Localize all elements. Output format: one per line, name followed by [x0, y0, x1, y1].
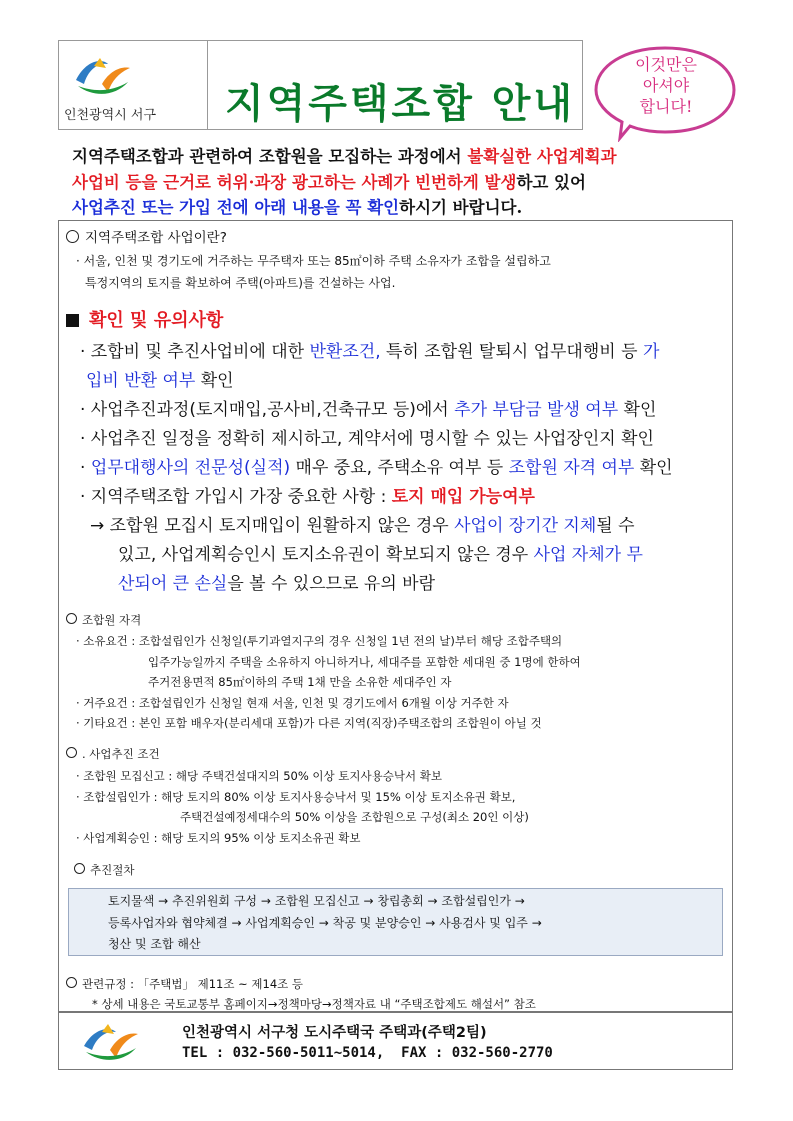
- procedure-line: 토지물색 → 추진위원회 구성 → 조합원 모집신고 → 창립총회 → 조합설립인가 →: [108, 894, 525, 908]
- qual-item: 입주가능일까지 주택을 소유하지 아니하거나, 세대주를 포함한 세대원 중 1명에 한하여: [148, 654, 581, 669]
- check-item: 확인: [634, 458, 673, 478]
- section-heading: 추진절차: [90, 863, 135, 877]
- check-item: · 조합비 및 추진사업비에 대한: [80, 342, 310, 362]
- square-bullet-icon: [66, 314, 79, 327]
- law-text: 관련규정 : 「주택법」 제11조 ~ 제14조 등: [82, 977, 304, 991]
- check-item: → 조합원 모집시 토지매입이 원활하지 않은 경우: [90, 516, 455, 536]
- highlight: 토지 매입 가능여부: [391, 487, 535, 507]
- check-item: 확인: [618, 400, 657, 420]
- cond-item: · 조합원 모집신고 : 해당 주택건설대지의 50% 이상 토지사용승낙서 확보: [76, 769, 442, 783]
- highlight: 입비 반환 여부: [86, 371, 196, 391]
- intro-highlight: 불확실한 사업계획과: [467, 147, 617, 166]
- cond-item: 주택건설예정세대수의 50% 이상을 조합원으로 구성(최소 20인 이상): [180, 810, 529, 824]
- cond-list: [76, 766, 529, 848]
- bubble-text: [612, 54, 720, 117]
- intro-text: [72, 144, 732, 221]
- intro-text: 하시기 바랍니다.: [399, 198, 523, 217]
- qual-item: · 거주요건 : 조합설립인가 신청일 현재 서울, 인천 및 경기도에서 6개월 이상 거주한 자: [76, 695, 509, 710]
- page-title: 지역주택조합 안내: [225, 80, 576, 127]
- highlight: 업무대행사의 전문성(실적): [90, 458, 291, 478]
- check-item: · 사업추진과정(토지매입,공사비,건축규모 등)에서: [80, 400, 455, 420]
- circle-bullet-icon: [66, 230, 79, 243]
- procedure-line: 등록사업자와 협약체결 → 사업계획승인 → 착공 및 분양승인 → 사용검사 및 입주 →: [108, 915, 542, 930]
- check-item: 될 수: [596, 516, 635, 536]
- intro-text: 하고 있어: [516, 172, 586, 192]
- check-item: · 사업추진 일정을 정확히 제시하고, 계약서에 명시할 수 있는 사업장인지 확인: [80, 429, 654, 449]
- circle-bullet-icon: [74, 863, 85, 874]
- bubble-line-2: 아셔야: [642, 76, 690, 95]
- qual-heading: [66, 612, 141, 628]
- procedure-line: 청산 및 조합 해산: [108, 937, 201, 951]
- check-heading: [66, 306, 223, 332]
- circle-bullet-icon: [66, 977, 77, 988]
- highlight: 가: [642, 342, 660, 362]
- check-item: 매우 중요, 주택소유 여부 등: [290, 458, 509, 478]
- section-heading: 지역주택조합 사업이란?: [85, 230, 227, 246]
- description-line: · 서울, 인천 및 경기도에 거주하는 무주택자 또는 85㎡이하 주택 소유자가 조합을 설립하고: [76, 254, 551, 268]
- check-item: · 지역주택조합 가입시 가장 중요한 사항 :: [80, 487, 392, 507]
- section-heading: 조합원 자격: [82, 613, 142, 627]
- qual-item: · 기타요건 : 본인 포함 배우자(분리세대 포함)가 다른 지역(직장)주택조합의 조합원이 아닐 것: [76, 716, 542, 730]
- highlight: 사업 자체가 무: [533, 545, 643, 565]
- check-item: 을 볼 수 있으므로 유의 바람: [227, 574, 436, 594]
- circle-bullet-icon: [66, 613, 77, 624]
- check-item: 있고, 사업계획승인시 토지소유권이 확보되지 않은 경우: [118, 545, 534, 565]
- proc-heading: [74, 862, 134, 878]
- circle-bullet-icon: [66, 747, 77, 758]
- footer-contact: TEL : 032-560-5011~5014, FAX : 032-560-2770: [182, 1045, 553, 1061]
- bubble-line-1: 이것만은: [635, 55, 697, 74]
- intro-highlight: 사업추진 또는 가입 전에 아래 내용을 꼭 확인: [72, 198, 400, 217]
- highlight: 반환조건,: [309, 342, 381, 362]
- description-line: 특정지역의 토지를 확보하여 주택(아파트)를 건설하는 사업.: [85, 276, 396, 290]
- what-description: [76, 250, 551, 294]
- footer-dept: 인천광역시 서구청 도시주택국 주택과(주택2팀): [182, 1025, 487, 1041]
- procedure-steps: [108, 891, 542, 956]
- intro-highlight: 사업비 등을 근거로 허위·과장 광고하는 사례가 빈번하게 발생: [72, 172, 517, 192]
- highlight: 산되어 큰 손실: [118, 574, 228, 594]
- highlight: 추가 부담금 발생 여부: [454, 400, 619, 420]
- check-list: [80, 338, 725, 599]
- intro-text: 지역주택조합과 관련하여 조합원을 모집하는 과정에서: [72, 147, 468, 166]
- incheon-seogu-logo-icon: [80, 1020, 140, 1064]
- org-name: 인천광역시 서구: [64, 108, 157, 123]
- law-note: * 상세 내용은 국토교통부 홈페이지→정책마당→정책자료 내 “주택조합제도 해설서” 참조: [92, 997, 536, 1011]
- check-item: 확인: [195, 371, 234, 391]
- qual-item: · 소유요건 : 조합설립인가 신청일(투기과열지구의 경우 신청일 1년 전의 날)부터 해당 조합주택의: [76, 634, 563, 648]
- highlight: 조합원 자격 여부: [508, 458, 635, 478]
- qual-list: [76, 631, 581, 734]
- check-item: 특히 조합원 탈퇴시 업무대행비 등: [380, 342, 643, 362]
- bubble-line-3: 합니다!: [639, 97, 693, 116]
- check-item: ·: [80, 458, 91, 478]
- qual-item: 주거전용면적 85㎡이하의 주택 1채 만을 소유한 세대주인 자: [148, 675, 452, 689]
- cond-item: · 조합설립인가 : 해당 토지의 80% 이상 토지사용승낙서 및 15% 이상 토지소유권 확보,: [76, 789, 516, 804]
- what-heading: [66, 226, 227, 246]
- section-heading: 확인 및 유의사항: [89, 310, 224, 331]
- section-heading: . 사업추진 조건: [82, 747, 160, 761]
- cond-item: · 사업계획승인 : 해당 토지의 95% 이상 토지소유권 확보: [76, 830, 361, 845]
- highlight: 사업이 장기간 지체: [454, 516, 597, 536]
- cond-heading: [66, 746, 160, 762]
- incheon-seogu-logo-icon: [72, 52, 132, 98]
- law-heading: [66, 976, 303, 992]
